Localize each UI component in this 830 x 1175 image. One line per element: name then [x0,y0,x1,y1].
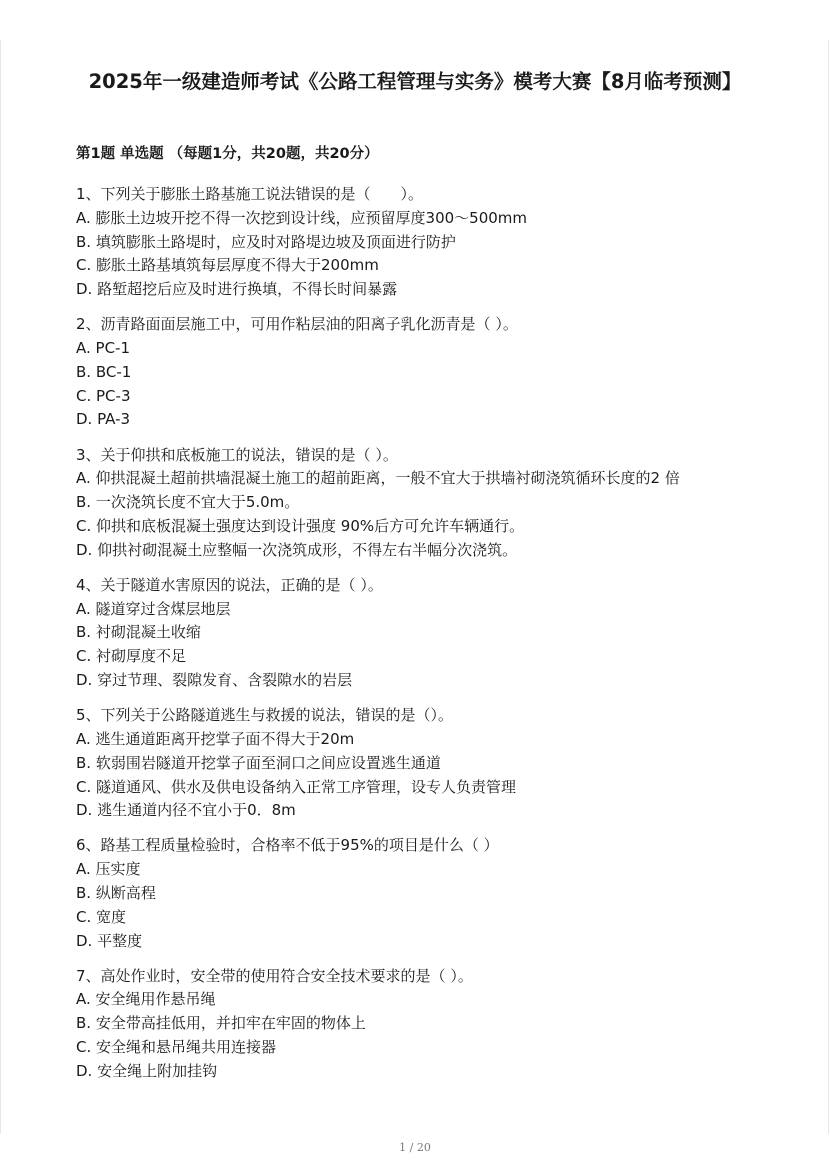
question-2 [76,313,776,432]
option-b: B. 一次浇筑长度不宜大于5.0m。 [76,493,300,512]
option-d: D. 穿过节理、裂隙发育、含裂隙水的岩层 [76,671,353,690]
document-title: 2025年一级建造师考试《公路工程管理与实务》模考大赛【8月临考预测】 [88,70,742,93]
option-list [76,467,776,562]
question-7 [76,965,776,1084]
question-stem: 7、高处作业时，安全带的使用符合安全技术要求的是（ ）。 [76,966,473,985]
option-d: D. 路堑超挖后应及时进行换填，不得长时间暴露 [76,280,398,299]
option-c: C. 宽度 [76,907,127,926]
option-d: D. 仰拱衬砌混凝土应整幅一次浇筑成形，不得左右半幅分次浇筑。 [76,540,518,559]
option-b: B. BC-1 [76,362,132,381]
option-b: B. 纵断高程 [76,884,156,902]
option-b: B. 安全带高挂低用，并扣牢在牢固的物体上 [76,1014,366,1033]
question-stem: 1、下列关于膨胀土路基施工说法错误的是（ ）。 [76,185,424,203]
option-b: B. 衬砌混凝土收缩 [76,623,201,642]
question-stem: 3、关于仰拱和底板施工的说法，错误的是（ ）。 [76,445,398,464]
option-d: D. 平整度 [76,931,143,950]
option-list [76,598,776,693]
question-1 [76,183,776,302]
option-list [76,988,776,1083]
option-d: D. 安全绳上附加挂钩 [76,1061,218,1080]
option-c: C. 仰拱和底板混凝土强度达到设计强度 90%后方可允许车辆通行。 [76,516,525,535]
question-6 [76,834,776,953]
option-c: C. 膨胀土路基填筑每层厚度不得大于200mm [76,256,379,275]
option-c: C. 衬砌厚度不足 [76,647,187,666]
question-5 [76,704,776,823]
question-stem: 4、关于隧道水害原因的说法，正确的是（ ）。 [76,575,383,594]
option-c: C. 安全绳和悬吊绳共用连接器 [76,1038,277,1057]
option-b: B. 软弱围岩隧道开挖掌子面至洞口之间应设置逃生通道 [76,753,441,772]
option-d: D. 逃生通道内径不宜小于0．8m [76,801,296,820]
option-a: A. 安全绳用作悬吊绳 [76,990,216,1009]
option-a: A. 压实度 [76,860,141,879]
option-a: A. 逃生通道距离开挖掌子面不得大于20m [76,729,355,748]
question-4 [76,574,776,693]
question-stem: 2、沥青路面面层施工中，可用作粘层油的阳离子乳化沥青是（ ）。 [76,315,518,334]
option-d: D. PA-3 [76,410,131,429]
option-c: C. PC-3 [76,386,131,405]
option-list [76,728,776,823]
page-indicator: 1 / 20 [399,1141,431,1154]
option-a: A. 膨胀土边坡开挖不得一次挖到设计线，应预留厚度300～500mm [76,208,528,227]
option-list [76,337,776,432]
question-stem: 5、下列关于公路隧道逃生与救援的说法，错误的是（）。 [76,706,454,725]
option-list [76,207,776,302]
question-list [76,183,776,1095]
question-3 [76,444,776,563]
option-a: A. 隧道穿过含煤层地层 [76,599,231,618]
option-b: B. 填筑膨胀土路堤时，应及时对路堤边坡及顶面进行防护 [76,232,456,251]
option-c: C. 隧道通风、供水及供电设备纳入正常工序管理，设专人负责管理 [76,777,517,796]
option-list [76,858,776,953]
question-stem: 6、路基工程质量检验时，合格率不低于95%的项目是什么（ ） [76,836,499,855]
option-a: A. 仰拱混凝土超前拱墙混凝土施工的超前距离，一般不宜大于拱墙衬砌浇筑循环长度的2 倍 [76,469,680,488]
section-heading: 第1题 单选题 （每题1分，共20题，共20分） [76,146,379,162]
option-a: A. PC-1 [76,339,131,358]
